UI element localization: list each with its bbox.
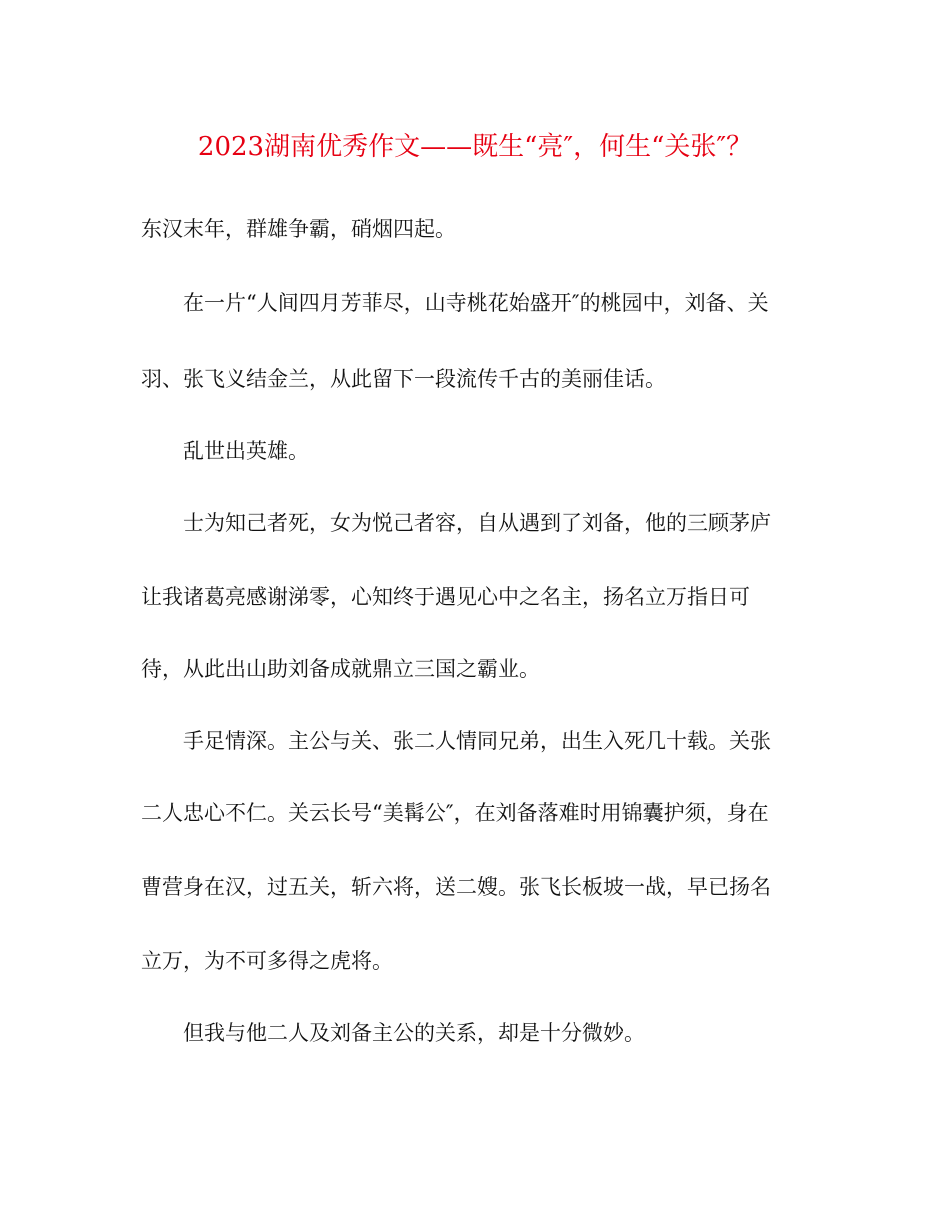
text-line: 东汉末年，群雄争霸，硝烟四起。 xyxy=(141,217,456,241)
text-line: 二人忠心不仁。关云长号“美髯公″，在刘备落难时用锦囊护须，身在 xyxy=(141,801,769,825)
text-line: 乱世出英雄。 xyxy=(183,439,309,463)
text-line: 士为知己者死，女为悦己者容，自从遇到了刘备，他的三顾茅庐 xyxy=(183,511,771,535)
text-line: 待，从此出山助刘备成就鼎立三国之霸业。 xyxy=(141,657,540,681)
text-line: 手足情深。主公与关、张二人情同兄弟，出生入死几十载。关张 xyxy=(183,729,771,753)
text-line: 立万，为不可多得之虎将。 xyxy=(141,949,393,973)
text-line: 在一片“人间四月芳菲尽，山寺桃花始盛开″的桃园中，刘备、关 xyxy=(183,291,769,315)
text-line: 但我与他二人及刘备主公的关系，却是十分微妙。 xyxy=(183,1021,645,1045)
text-line: 羽、张飞义结金兰，从此留下一段流传千古的美丽佳话。 xyxy=(141,367,666,391)
document-title: 2023湖南优秀作文——既生“亮″，何生“关张″？ xyxy=(197,132,753,162)
text-line: 曹营身在汉，过五关，斩六将，送二嫂。张飞长板坡一战，早已扬名 xyxy=(141,875,771,899)
text-line: 让我诸葛亮感谢涕零，心知终于遇见心中之名主，扬名立万指日可 xyxy=(141,585,750,609)
